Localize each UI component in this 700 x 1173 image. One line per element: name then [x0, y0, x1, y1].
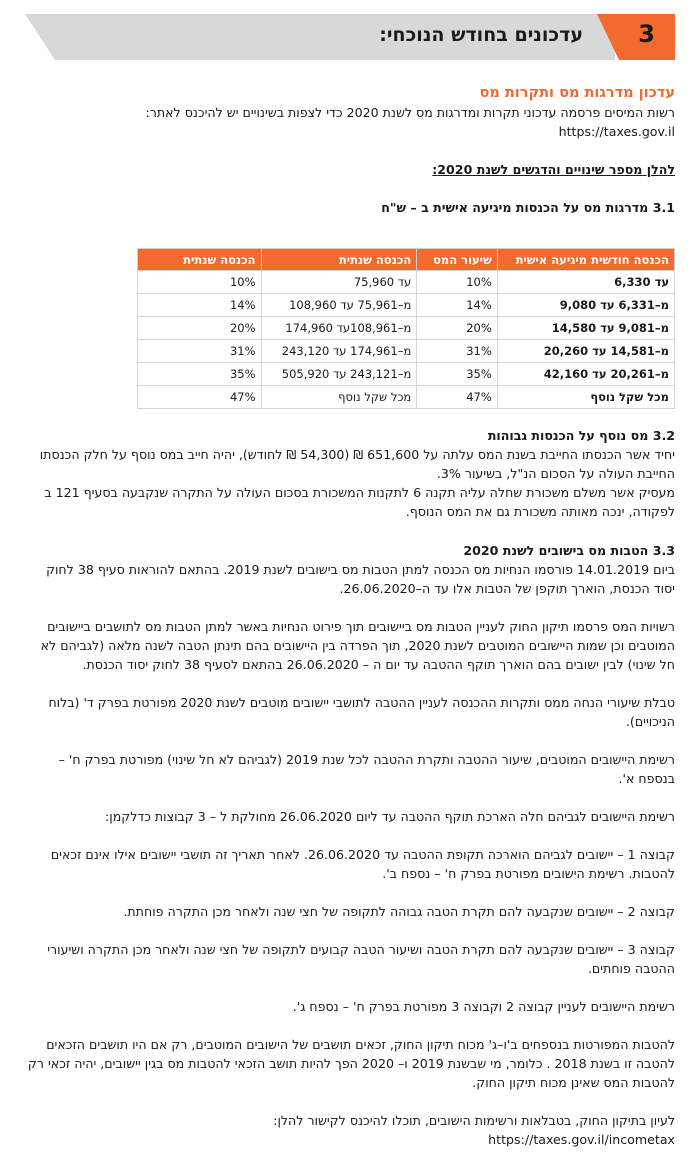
- group-3-paragraph: קבוצה 3 – יישובים שנקבעה להם תקרת הטבה ושיעור הטבה קבועים לתקופה של חצי שנה ולאחר מכן התקרה ושיעורי ההטבה פוחתים.: [47, 942, 675, 976]
- table-cell: עד 6,330: [497, 271, 674, 294]
- table-cell: 20%: [138, 317, 262, 340]
- table-cell: מ–174,961 עד 243,120: [261, 340, 417, 363]
- table-cell: מכל שקל נוסף: [497, 386, 674, 409]
- section-3-2-title: 3.2 מס נוסף על הכנסות גבוהות: [487, 428, 675, 443]
- table-cell: מ–243,121 עד 505,920: [261, 363, 417, 386]
- section-3-3-paragraph: רשימת היישובים המוטבים, שיעור ההטבה ותקרת ההטבה לכל שנת 2019 (לגביהם לא חל שינוי) מפורטת בפרק ח' – בנספח א'.: [58, 752, 675, 786]
- table-cell: 14%: [138, 294, 262, 317]
- table-cell: מ–6,331 עד 9,080: [497, 294, 674, 317]
- section-3-3-title: 3.3 הטבות מס בישובים לשנת 2020: [463, 543, 675, 558]
- table-cell: 31%: [417, 340, 498, 363]
- changes-heading: להלן מספר שינויים והדגשים לשנת 2020:: [432, 162, 675, 177]
- section-3-3-paragraph: להטבות המפורטות בנספחים ב'ו–ג' מכוח תיקון החוק, זכאים תושבים של הישובים המוטבים, רק אם היו תושבים הזכאים להטבה זו בשנת 2018 . כלומר, מי שבשנת 2019 ו– 2020 הפך להיות תושב הזכאי להטבות מס בגין יישובים, יהיה זכאי רק להטבות המס שאינן מכוח תיקון החוק.: [27, 1037, 675, 1090]
- table-header: הכנסה חודשית מיגיעה אישית: [497, 249, 674, 271]
- table-row: [138, 363, 675, 386]
- taxes-link[interactable]: https://taxes.gov.il: [558, 124, 675, 139]
- table-cell: 10%: [417, 271, 498, 294]
- table-cell: 47%: [417, 386, 498, 409]
- intro-section: [25, 83, 675, 217]
- table-row: [138, 271, 675, 294]
- table-header: שיעור המס: [417, 249, 498, 271]
- table-cell: 35%: [417, 363, 498, 386]
- table-cell: מ–9,081 עד 14,580: [497, 317, 674, 340]
- group-2-paragraph: קבוצה 2 – יישובים שנקבעה להם תקרת הטבה גבוהה לתקופה של חצי שנה ולאחר מכן התקרה פוחתת.: [123, 904, 675, 919]
- table-cell: עד 75,960: [261, 271, 417, 294]
- table-cell: 14%: [417, 294, 498, 317]
- section-3-3-paragraph: ביום 14.01.2019 פורסמו הנחיות מס הכנסה למתן הטבות מס בישובים לשנת 2019. בהתאם להוראות סעיף 38 לחוק יסוד הכנסת, הוארך תוקפן של הטבות אלו עד ה–26.06.2020.: [46, 562, 675, 596]
- table-cell: מ–20,261 עד 42,160: [497, 363, 674, 386]
- table-header-row: [138, 249, 675, 271]
- section-3-2: [25, 426, 675, 521]
- group-1-paragraph: קבוצה 1 – יישובים לגביהם הוארכה תקופת ההטבה עד 26.06.2020. לאחר תאריך זה תושבי יישובים אילו אינם זכאים להטבות. רשימת הישובים מפורטת בפרק ח' – נספח ב'.: [50, 847, 675, 881]
- table-cell: 35%: [138, 363, 262, 386]
- chapter-banner: [25, 14, 675, 60]
- table-cell: מכל שקל נוסף: [261, 386, 417, 409]
- section-3-3-paragraph: רשימת היישובים לגביהם חלה הארכת תוקף ההטבה עד ליום 26.06.2020 מחולקת ל – 3 קבוצות כדלקמן:: [105, 809, 675, 824]
- table-cell: מ–75,961 עד 108,960: [261, 294, 417, 317]
- tax-brackets-table: [137, 248, 675, 409]
- table-row: [138, 340, 675, 363]
- section-3-3-paragraph: טבלת שיעורי הנחה ממס ותקרות ההכנסה לעניין ההטבה לתושבי יישובים מוטבים לשנת 2020 מפורטת בפרק ד' (בלוח הניכויים).: [48, 695, 675, 729]
- chapter-title: עדכונים בחודש הנוכחי:: [379, 24, 583, 46]
- table-cell: 10%: [138, 271, 262, 294]
- section-3-3-paragraph: לעיון בתיקון החוק, בטבלאות ורשימות הישובים, תוכלו להיכנס לקישור להלן:: [273, 1113, 675, 1128]
- section-3-3-paragraph: רשימת היישובים לעניין קבוצה 2 וקבוצה 3 מפורטת בפרק ח' – נספח ג'.: [292, 999, 675, 1014]
- table-row: [138, 294, 675, 317]
- incometax-link[interactable]: https://taxes.gov.il/incometax: [488, 1132, 675, 1147]
- section-3-3-paragraph: רשויות המס פרסמו תיקון החוק לעניין הטבות מס ביישובים תוך פירוט הנחיות באשר למתן הטבות מס לתושבים ביישובים המוטבים וכן שמות היישובים המוטבים לשנת 2020, תוך הפרדה בין היישובים בהם תינתן הטבה לשנה מלאה (לגביהם לא חל שינוי) לבין ישובים בהם הוארך תוקף ההטבה עד יום ה – 26.06.2020 בהתאם לסעיף 38 לחוק יסוד הכנסת.: [40, 619, 675, 672]
- chapter-number: 3: [638, 20, 655, 48]
- table-cell: 20%: [417, 317, 498, 340]
- table-header: הכנסה שנתית: [261, 249, 417, 271]
- section-3-2-paragraph: מעסיק אשר משלם משכורת שחלה עליה תקנה 6 לתקנות המשכורת בסכום העולה על התקרה שנקבעה בסעיף 121 ב לפקודה, ינכה מאותה משכורת גם את המס הנוסף.: [44, 485, 675, 519]
- intro-text: רשות המיסים פרסמה עדכוני תקרות ומדרגות מס לשנת 2020 כדי לצפות בשינויים יש להיכנס לאתר:: [145, 105, 675, 120]
- section-3-3: [25, 541, 675, 1149]
- table-row: [138, 386, 675, 409]
- table-cell: 31%: [138, 340, 262, 363]
- intro-title: עדכון מדרגות מס ותקרות מס: [479, 85, 675, 101]
- table-row: [138, 317, 675, 340]
- table-cell: מ–108,961עד 174,960: [261, 317, 417, 340]
- table-header: הכנסה שנתית: [138, 249, 262, 271]
- section-3-1-title: 3.1 מדרגות מס על הכנסות מיגיעה אישית ב – ש"ח: [381, 200, 675, 215]
- table-cell: 47%: [138, 386, 262, 409]
- table-cell: מ–14,581 עד 20,260: [497, 340, 674, 363]
- section-3-2-paragraph: יחיד אשר הכנסתו החייבת בשנת המס עלתה על 651,600 ₪ (54,300 ₪ לחודש), יהיה חייב במס נוסף על חלק הכנסתו החייבת העולה על הסכום הנ"ל, בשיעור 3%.: [39, 447, 675, 481]
